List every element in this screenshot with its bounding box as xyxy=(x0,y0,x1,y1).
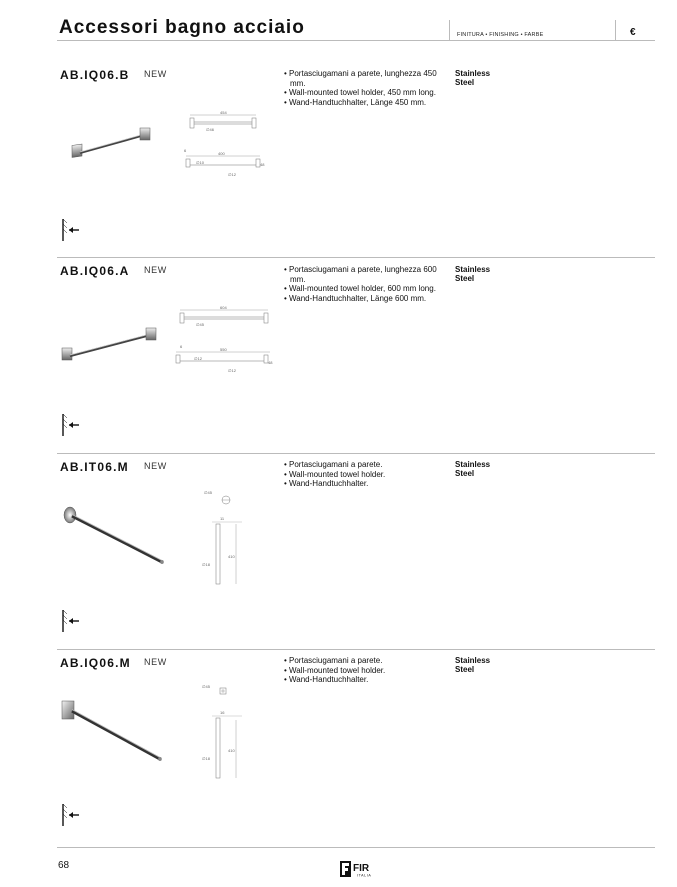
dim-length: 410 xyxy=(228,554,235,559)
dim-diameter: ∅18 xyxy=(202,562,210,567)
product-photo xyxy=(60,500,170,570)
dim-h1: 16 xyxy=(220,710,225,715)
dim-tube: ∅12 xyxy=(228,368,236,373)
dim-diameter: ∅18 xyxy=(202,756,210,761)
dim-bar: ∅12 xyxy=(194,356,202,361)
dim-sub: 550 xyxy=(220,347,227,352)
header-divider xyxy=(57,40,655,41)
product-photo xyxy=(58,322,162,364)
product-description xyxy=(284,69,444,107)
wall-mount-icon xyxy=(61,218,81,242)
technical-drawing xyxy=(196,486,256,590)
description-de: • Wand-Handtuchhalter, Länge 600 mm. xyxy=(284,293,427,303)
description-en: • Wall-mounted towel holder. xyxy=(284,665,386,675)
new-badge: NEW xyxy=(144,265,167,275)
product-code: AB.IQ06.A xyxy=(60,264,130,278)
header-separator xyxy=(615,20,616,41)
description-it: • Portasciugamani a parete. xyxy=(284,656,383,665)
header-separator xyxy=(449,20,450,41)
dim-h1: 11 xyxy=(220,516,225,521)
dim-length: 410 xyxy=(228,748,235,753)
footer-divider xyxy=(57,847,655,848)
row-divider xyxy=(57,453,655,454)
page-title: Accessori bagno acciaio xyxy=(59,17,305,38)
row-divider xyxy=(57,649,655,650)
technical-drawing xyxy=(170,302,278,378)
product-code: AB.IQ06.B xyxy=(60,68,130,82)
dim-top: ∅45 xyxy=(204,490,212,495)
dim-tube: ∅12 xyxy=(228,172,236,177)
dim-bar: ∅10 xyxy=(196,160,204,165)
new-badge: NEW xyxy=(144,69,167,79)
row-divider xyxy=(57,257,655,258)
page-number: 68 xyxy=(58,860,70,871)
product-code: AB.IT06.M xyxy=(60,460,129,474)
description-it: • Portasciugamani a parete, lunghezza 600 mm. xyxy=(284,265,437,284)
description-it: • Portasciugamani a parete, lunghezza 450 mm. xyxy=(284,69,437,88)
dim-top: ∅45 xyxy=(202,684,210,689)
new-badge: NEW xyxy=(144,461,167,471)
price-column-header: € xyxy=(630,27,636,38)
finish-value: Stainless Steel xyxy=(455,265,491,283)
product-photo xyxy=(58,695,168,767)
svg-text:FIR: FIR xyxy=(353,863,370,874)
finish-value: Stainless Steel xyxy=(455,460,491,478)
description-de: • Wand-Handtuchhalter. xyxy=(284,479,369,488)
dim-side: 6 xyxy=(180,344,183,349)
dim-diameter: ∅45 xyxy=(196,322,204,327)
dim-diameter: ∅46 xyxy=(206,127,214,132)
product-description xyxy=(284,265,444,303)
technical-drawing xyxy=(196,680,256,784)
description-de: • Wand-Handtuchhalter, Länge 450 mm. xyxy=(284,97,427,107)
wall-mount-icon xyxy=(61,609,81,633)
product-photo xyxy=(68,120,156,162)
dim-height: 48 xyxy=(268,360,273,365)
dim-length: 454 xyxy=(220,110,227,115)
product-description xyxy=(284,656,444,685)
dim-height: 48 xyxy=(260,162,265,167)
finish-value: Stainless Steel xyxy=(455,69,491,87)
description-en: • Wall-mounted towel holder, 600 mm long. xyxy=(284,284,436,293)
product-code: AB.IQ06.M xyxy=(60,656,131,670)
dim-sub: 400 xyxy=(218,151,225,156)
wall-mount-icon xyxy=(61,413,81,437)
product-description xyxy=(284,460,444,489)
new-badge: NEW xyxy=(144,657,167,667)
description-de: • Wand-Handtuchhalter. xyxy=(284,675,369,684)
description-it: • Portasciugamani a parete. xyxy=(284,460,383,469)
description-en: • Wall-mounted towel holder, 450 mm long. xyxy=(284,88,436,97)
fir-logo xyxy=(340,860,376,878)
wall-mount-icon xyxy=(61,803,81,827)
finish-value: Stainless Steel xyxy=(455,656,491,674)
dim-length: 604 xyxy=(220,305,227,310)
finish-column-header: FINITURA • FINISHING • FARBE xyxy=(457,32,544,38)
technical-drawing xyxy=(176,108,276,182)
description-en: • Wall-mounted towel holder. xyxy=(284,469,386,479)
svg-text:ITALIA: ITALIA xyxy=(357,873,372,878)
dim-side: 6 xyxy=(184,148,187,153)
